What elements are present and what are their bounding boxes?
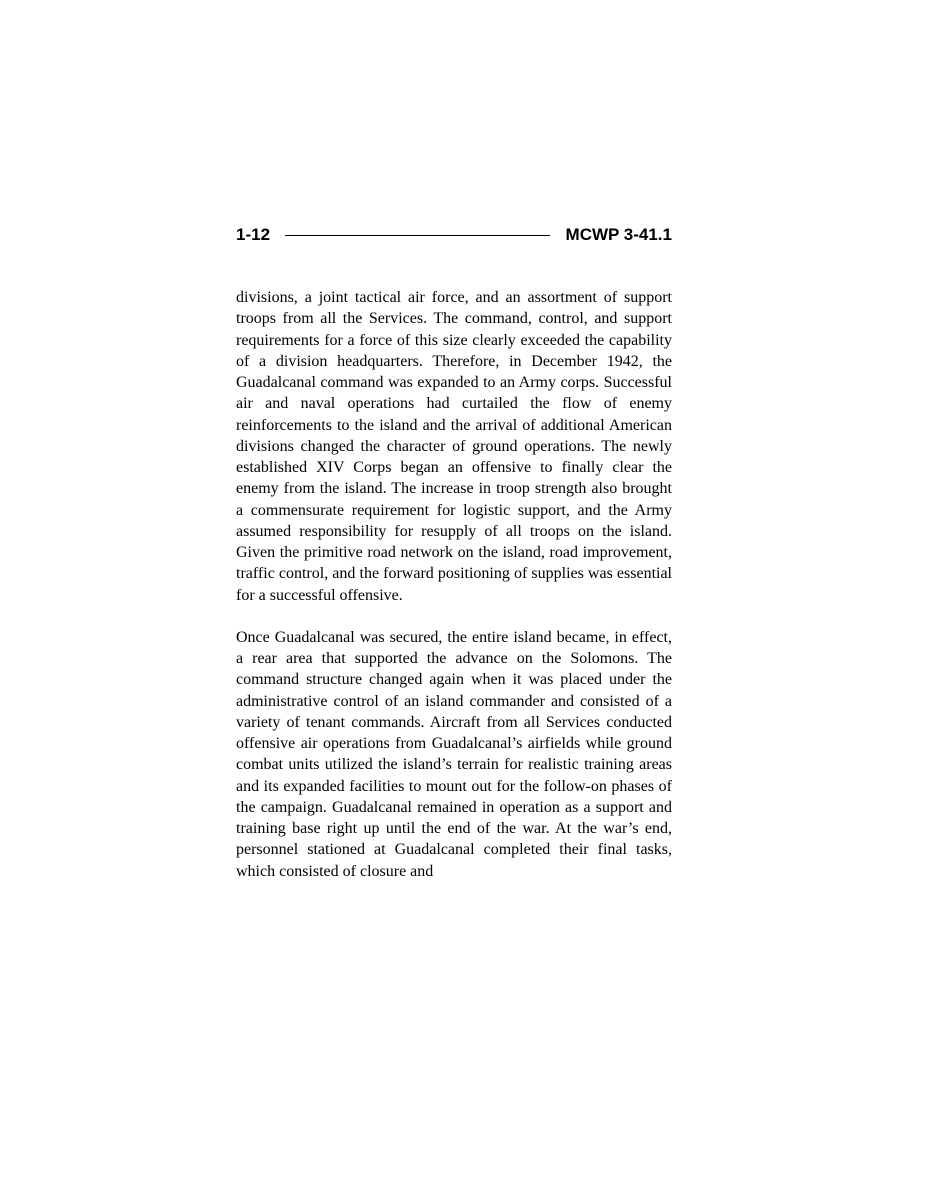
page-number: 1-12 <box>236 225 271 244</box>
body-text <box>236 287 672 882</box>
paragraph-2: Once Guadalcanal was secured, the entire island became, in effect, a rear area that supported the advance on the Solomons. The command structure changed again when it was placed under the administrative control of an island commander and consisted of a variety of tenant commands. Aircraft from all Services conducted offensive air operations from Guadalcanal’s airfields while ground combat units utilized the island’s terrain for realistic training areas and its expanded facilities to mount out for the follow-on phases of the campaign. Guadalcanal remained in operation as a support and training base right up until the end of the war. At the war’s end, personnel stationed at Guadalcanal completed their final tasks, which consisted of closure and <box>236 628 672 880</box>
header-rule <box>285 235 550 236</box>
running-header <box>236 223 672 247</box>
paragraph-1: divisions, a joint tactical air force, and an assortment of support troops from all the Services. The command, control, and support requirements for a force of this size clearly exceeded the capability of a division headquarters. Therefore, in December 1942, the Guadalcanal command was expanded to an Army corps. Successful air and naval operations had curtailed the flow of enemy reinforcements to the island and the arrival of additional American divisions changed the character of ground operations. The newly established XIV Corps began an offensive to finally clear the enemy from the island. The increase in troop strength also brought a commensurate requirement for logistic support, and the Army assumed responsibility for resupply of all troops on the island. Given the primitive road network on the island, road improvement, traffic control, and the forward positioning of supplies was essential for a successful offensive. <box>236 289 672 604</box>
document-id: MCWP 3-41.1 <box>565 225 672 244</box>
